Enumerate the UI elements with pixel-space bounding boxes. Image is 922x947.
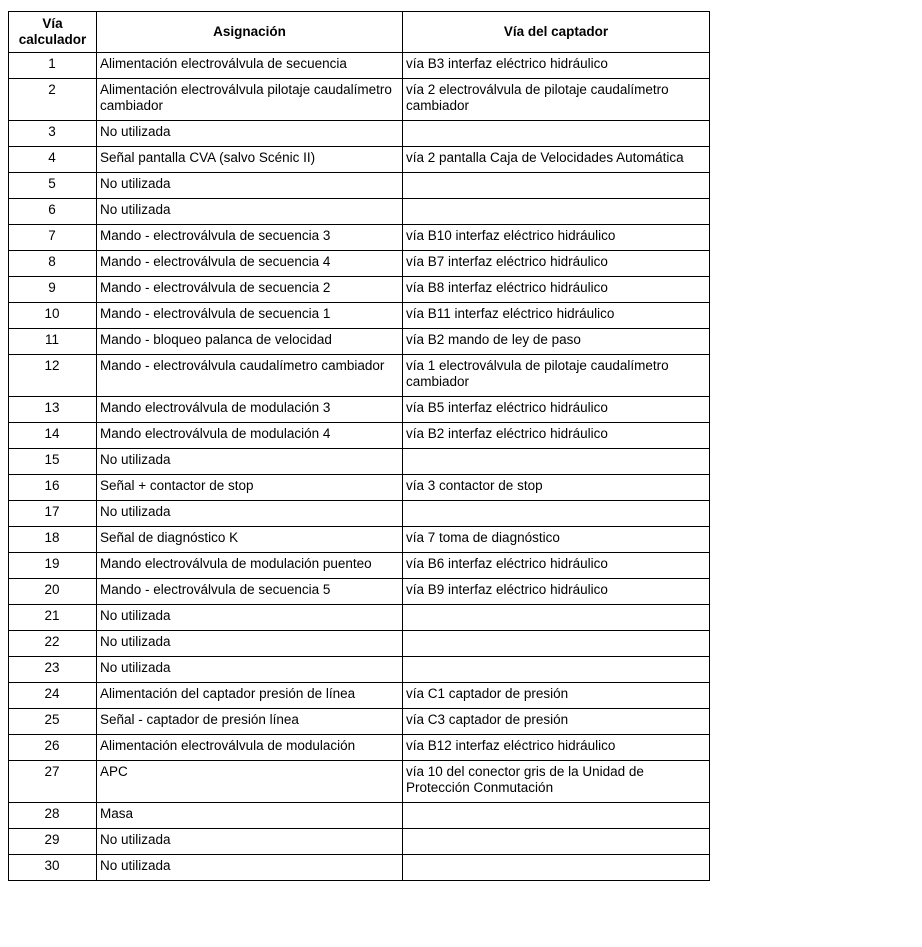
cell-via-captador: vía B7 interfaz eléctrico hidráulico — [403, 251, 710, 277]
cell-via-captador: vía B11 interfaz eléctrico hidráulico — [403, 303, 710, 329]
table-row — [9, 199, 710, 225]
cell-via-calculador: 6 — [9, 199, 97, 225]
cell-via-calculador: 10 — [9, 303, 97, 329]
table-row — [9, 579, 710, 605]
table-row — [9, 53, 710, 79]
cell-via-calculador: 12 — [9, 355, 97, 397]
cell-via-captador — [403, 803, 710, 829]
cell-asignacion: Mando - electroválvula de secuencia 5 — [97, 579, 403, 605]
table-row — [9, 527, 710, 553]
table-row — [9, 329, 710, 355]
table-row — [9, 251, 710, 277]
cell-via-calculador: 29 — [9, 829, 97, 855]
cell-asignacion: APC — [97, 761, 403, 803]
cell-via-captador: vía 2 pantalla Caja de Velocidades Automática — [403, 147, 710, 173]
cell-asignacion: No utilizada — [97, 829, 403, 855]
cell-via-captador: vía C3 captador de presión — [403, 709, 710, 735]
cell-via-calculador: 13 — [9, 397, 97, 423]
cell-via-captador — [403, 657, 710, 683]
table-row — [9, 553, 710, 579]
cell-asignacion: Alimentación electroválvula pilotaje caudalímetro cambiador — [97, 79, 403, 121]
table-row — [9, 761, 710, 803]
table-row — [9, 397, 710, 423]
table-row — [9, 147, 710, 173]
cell-asignacion: Mando - electroválvula de secuencia 2 — [97, 277, 403, 303]
cell-asignacion: Masa — [97, 803, 403, 829]
cell-asignacion: No utilizada — [97, 605, 403, 631]
cell-via-calculador: 30 — [9, 855, 97, 881]
cell-asignacion: Mando - electroválvula de secuencia 1 — [97, 303, 403, 329]
table-row — [9, 225, 710, 251]
cell-via-captador — [403, 501, 710, 527]
table-row — [9, 855, 710, 881]
cell-via-captador: vía B12 interfaz eléctrico hidráulico — [403, 735, 710, 761]
table-row — [9, 423, 710, 449]
cell-asignacion: Señal de diagnóstico K — [97, 527, 403, 553]
cell-asignacion: No utilizada — [97, 631, 403, 657]
table-row — [9, 683, 710, 709]
cell-asignacion: Alimentación electroválvula de modulación — [97, 735, 403, 761]
cell-via-captador: vía C1 captador de presión — [403, 683, 710, 709]
header-via-calculador: Vía calculador — [9, 12, 97, 53]
cell-asignacion: Mando electroválvula de modulación 3 — [97, 397, 403, 423]
table-row — [9, 173, 710, 199]
cell-via-captador: vía B8 interfaz eléctrico hidráulico — [403, 277, 710, 303]
cell-via-calculador: 17 — [9, 501, 97, 527]
cell-via-calculador: 26 — [9, 735, 97, 761]
cell-asignacion: Mando - electroválvula caudalímetro cambiador — [97, 355, 403, 397]
cell-asignacion: Mando - bloqueo palanca de velocidad — [97, 329, 403, 355]
cell-asignacion: No utilizada — [97, 501, 403, 527]
table-row — [9, 829, 710, 855]
table-row — [9, 303, 710, 329]
table-row — [9, 449, 710, 475]
table-row — [9, 657, 710, 683]
cell-asignacion: Señal - captador de presión línea — [97, 709, 403, 735]
cell-via-captador: vía B5 interfaz eléctrico hidráulico — [403, 397, 710, 423]
cell-via-calculador: 7 — [9, 225, 97, 251]
cell-via-captador: vía 2 electroválvula de pilotaje caudalímetro cambiador — [403, 79, 710, 121]
table-row — [9, 631, 710, 657]
pin-assignment-table — [8, 11, 710, 881]
cell-via-calculador: 25 — [9, 709, 97, 735]
cell-via-calculador: 15 — [9, 449, 97, 475]
cell-asignacion: Señal + contactor de stop — [97, 475, 403, 501]
cell-asignacion: Mando electroválvula de modulación 4 — [97, 423, 403, 449]
cell-asignacion: No utilizada — [97, 855, 403, 881]
cell-via-calculador: 5 — [9, 173, 97, 199]
header-asignacion: Asignación — [97, 12, 403, 53]
cell-via-captador: vía B2 interfaz eléctrico hidráulico — [403, 423, 710, 449]
cell-via-calculador: 11 — [9, 329, 97, 355]
cell-via-calculador: 27 — [9, 761, 97, 803]
cell-via-captador: vía 3 contactor de stop — [403, 475, 710, 501]
cell-via-captador: vía B3 interfaz eléctrico hidráulico — [403, 53, 710, 79]
table-row — [9, 735, 710, 761]
cell-via-captador: vía 1 electroválvula de pilotaje caudalímetro cambiador — [403, 355, 710, 397]
cell-via-calculador: 16 — [9, 475, 97, 501]
cell-via-calculador: 4 — [9, 147, 97, 173]
cell-asignacion: Alimentación electroválvula de secuencia — [97, 53, 403, 79]
cell-via-calculador: 24 — [9, 683, 97, 709]
cell-via-captador — [403, 829, 710, 855]
cell-via-calculador: 20 — [9, 579, 97, 605]
cell-asignacion: No utilizada — [97, 199, 403, 225]
cell-via-calculador: 3 — [9, 121, 97, 147]
table-row — [9, 355, 710, 397]
cell-via-calculador: 2 — [9, 79, 97, 121]
cell-asignacion: Señal pantalla CVA (salvo Scénic II) — [97, 147, 403, 173]
table-row — [9, 709, 710, 735]
cell-via-calculador: 21 — [9, 605, 97, 631]
cell-via-calculador: 9 — [9, 277, 97, 303]
cell-via-captador — [403, 199, 710, 225]
cell-via-calculador: 23 — [9, 657, 97, 683]
cell-via-captador: vía 10 del conector gris de la Unidad de Protección Conmutación — [403, 761, 710, 803]
cell-asignacion: Alimentación del captador presión de línea — [97, 683, 403, 709]
table-row — [9, 501, 710, 527]
cell-asignacion: Mando - electroválvula de secuencia 4 — [97, 251, 403, 277]
cell-via-captador — [403, 173, 710, 199]
cell-via-captador — [403, 121, 710, 147]
table-row — [9, 605, 710, 631]
header-via-captador: Vía del captador — [403, 12, 710, 53]
cell-via-captador — [403, 605, 710, 631]
cell-via-captador: vía 7 toma de diagnóstico — [403, 527, 710, 553]
cell-asignacion: Mando - electroválvula de secuencia 3 — [97, 225, 403, 251]
table-header-row — [9, 12, 710, 53]
cell-via-captador: vía B9 interfaz eléctrico hidráulico — [403, 579, 710, 605]
table-body — [9, 53, 710, 881]
cell-via-calculador: 22 — [9, 631, 97, 657]
cell-via-calculador: 1 — [9, 53, 97, 79]
cell-asignacion: Mando electroválvula de modulación puenteo — [97, 553, 403, 579]
cell-via-captador: vía B10 interfaz eléctrico hidráulico — [403, 225, 710, 251]
cell-via-calculador: 14 — [9, 423, 97, 449]
cell-via-captador — [403, 449, 710, 475]
table-row — [9, 79, 710, 121]
cell-via-calculador: 28 — [9, 803, 97, 829]
cell-via-calculador: 18 — [9, 527, 97, 553]
cell-via-calculador: 19 — [9, 553, 97, 579]
cell-via-calculador: 8 — [9, 251, 97, 277]
cell-via-captador — [403, 631, 710, 657]
cell-via-captador — [403, 855, 710, 881]
table-row — [9, 803, 710, 829]
table-row — [9, 121, 710, 147]
cell-via-captador: vía B6 interfaz eléctrico hidráulico — [403, 553, 710, 579]
cell-asignacion: No utilizada — [97, 657, 403, 683]
table-row — [9, 475, 710, 501]
cell-asignacion: No utilizada — [97, 173, 403, 199]
cell-asignacion: No utilizada — [97, 449, 403, 475]
table-row — [9, 277, 710, 303]
cell-via-captador: vía B2 mando de ley de paso — [403, 329, 710, 355]
cell-asignacion: No utilizada — [97, 121, 403, 147]
